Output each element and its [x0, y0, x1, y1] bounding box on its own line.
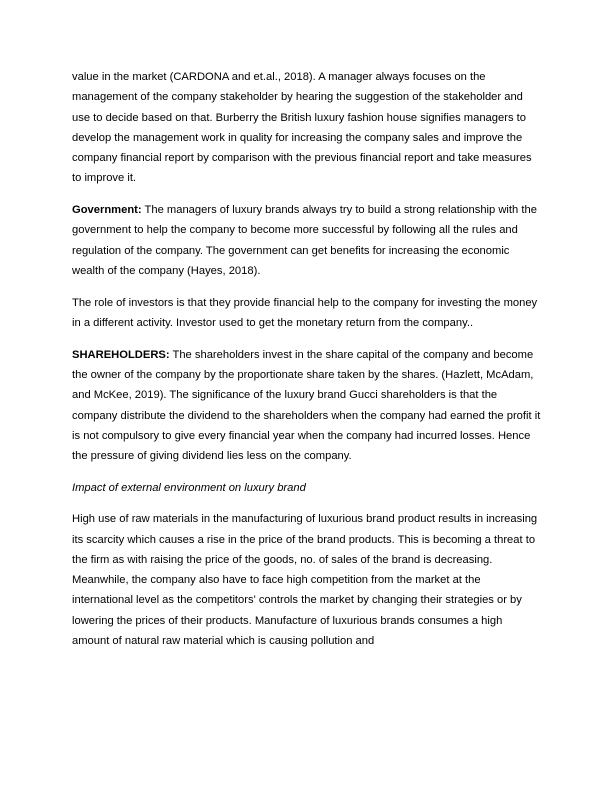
paragraph-text: value in the market (CARDONA and et.al., 2018). A manager always focuses on the management of the company stakeholder by hearing the suggestion of the stakeholder and use to decide based on that. Burberry the British luxury fashion house signifies managers to develop the management work in quality for increasing the company sales and improve the company financial report by comparison with the previous financial report and take measures to improve it.: [72, 71, 532, 185]
paragraph-stakeholder-management: [72, 67, 542, 189]
section-heading-text: Impact of external environment on luxury brand: [72, 481, 306, 494]
section-heading: [72, 478, 542, 498]
paragraph-investors: [72, 293, 542, 334]
paragraph-text: The shareholders invest in the share capital of the company and become the owner of the company by the proportionate share taken by the shares. (Hazlett, McAdam, and McKee, 2019). The significance of the luxury brand Gucci shareholders is that the company distribute the dividend to the shareholders when the company had earned the profit it is not compulsory to give every financial year when the company had incurred losses. Hence the pressure of giving dividend lies less on the company.: [72, 348, 541, 463]
paragraph-text: The role of investors is that they provide financial help to the company for investing the money in a different activity. Investor used to get the monetary return from the company..: [72, 296, 538, 330]
document-body: [72, 67, 542, 663]
paragraph-label-government: Government:: [72, 204, 142, 217]
paragraph-text: High use of raw materials in the manufacturing of luxurious brand product results in increasing its scarcity which causes a rise in the price of the brand products. This is becoming a threat to the firm as with raising the price of the goods, no. of sales of the brand is decreasing. Meanwhile, the company also have to face high competition from the market at the international level as the competitors' controls the market by changing their strategies or by lowering the prices of their products. Manufacture of luxurious brands consumes a high amount of natural raw material which is causing pollution and: [72, 513, 538, 647]
paragraph-shareholders: [72, 345, 542, 467]
paragraph-government: [72, 200, 542, 281]
paragraph-label-shareholders: SHAREHOLDERS:: [72, 348, 170, 361]
paragraph-text: The managers of luxury brands always try to build a strong relationship with the government to help the company to become more successful by following all the rules and regulation of the company. The government can get benefits for increasing the economic wealth of the company (Hayes, 2018).: [72, 204, 537, 278]
paragraph-external-environment: [72, 509, 542, 651]
